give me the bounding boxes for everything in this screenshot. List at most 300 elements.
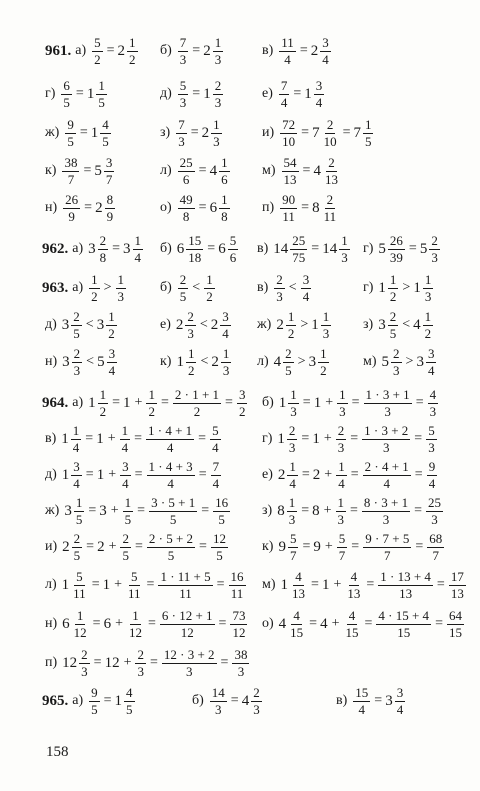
operator: = xyxy=(302,163,311,179)
whole-part: 2 xyxy=(210,316,219,333)
denominator: 15 xyxy=(290,624,304,640)
exercise-item xyxy=(262,532,445,562)
exercise-item xyxy=(160,273,216,303)
whole-part: 6 xyxy=(209,199,218,216)
fraction xyxy=(429,234,440,264)
fraction xyxy=(290,234,307,264)
fraction xyxy=(185,310,196,340)
whole-part: 1 xyxy=(90,124,99,141)
operator: = xyxy=(88,503,97,519)
whole-number: 1 xyxy=(312,430,320,447)
operator: = xyxy=(75,86,84,102)
numerator: 1 xyxy=(124,495,132,510)
fraction xyxy=(428,388,439,418)
numerator: 26 xyxy=(65,192,79,207)
whole-part: 4 xyxy=(209,162,218,179)
fraction xyxy=(287,496,298,526)
numerator: 11 xyxy=(281,35,294,50)
whole-part: 2 xyxy=(203,42,211,59)
numerator: 7 xyxy=(280,78,288,93)
denominator: 2 xyxy=(193,403,201,419)
fraction xyxy=(388,234,405,264)
denominator: 3 xyxy=(288,439,296,455)
numerator: 2 xyxy=(73,309,80,324)
item-label: п) xyxy=(262,200,275,216)
numerator: 1 xyxy=(99,387,107,402)
whole-part: 6 xyxy=(176,240,185,257)
fraction xyxy=(173,388,221,418)
denominator: 4 xyxy=(167,475,174,491)
exercise-item xyxy=(42,273,127,303)
item-label: б) xyxy=(262,395,274,411)
operator: = xyxy=(350,431,359,447)
item-label: б) xyxy=(160,241,172,257)
whole-part: 3 xyxy=(416,353,424,370)
denominator: 4 xyxy=(396,701,404,717)
item-label: г) xyxy=(262,431,273,447)
denominator: 3 xyxy=(253,701,260,717)
denominator: 3 xyxy=(424,288,432,304)
numerator: 5 xyxy=(338,531,346,546)
operator: = xyxy=(301,431,310,447)
operator: < xyxy=(402,317,411,333)
numerator: 1 · 11 + 5 xyxy=(160,569,211,584)
numerator: 1 xyxy=(338,459,345,474)
whole-part: 3 xyxy=(62,353,70,370)
whole-part: 3 xyxy=(385,692,393,709)
numerator: 1 xyxy=(148,387,155,402)
fraction xyxy=(186,347,197,377)
denominator: 4 xyxy=(358,701,366,717)
exercise-item xyxy=(160,79,224,109)
item-label: о) xyxy=(160,200,172,216)
operator: = xyxy=(201,503,210,519)
fraction xyxy=(221,347,232,377)
fraction xyxy=(176,118,187,148)
whole-part: 1 xyxy=(378,279,386,296)
operator: = xyxy=(83,163,92,179)
numerator: 9 xyxy=(428,459,436,474)
denominator: 8 xyxy=(221,208,228,224)
whole-part: 5 xyxy=(381,353,390,370)
item-label: н) xyxy=(45,616,58,632)
numerator: 4 xyxy=(429,387,437,402)
fraction xyxy=(229,570,246,600)
whole-number: 2 xyxy=(312,466,321,483)
denominator: 3 xyxy=(382,511,390,527)
denominator: 3 xyxy=(276,288,283,304)
whole-part: 2 xyxy=(310,42,319,59)
whole-part: 2 xyxy=(117,42,126,59)
fraction xyxy=(232,648,249,678)
denominator: 3 xyxy=(73,362,81,378)
operator: = xyxy=(225,395,233,411)
whole-part: 14 xyxy=(273,240,289,257)
numerator: 1 xyxy=(98,78,105,93)
denominator: 13 xyxy=(399,585,413,601)
item-label: в) xyxy=(257,280,269,296)
item-label: в) xyxy=(262,43,274,59)
fraction xyxy=(213,79,224,109)
whole-part: 4 xyxy=(313,162,321,179)
denominator: 4 xyxy=(322,51,329,67)
fraction xyxy=(135,648,146,678)
exercise-number: 964. xyxy=(42,394,69,411)
numerator: 2 xyxy=(73,531,81,546)
operator: = xyxy=(293,86,302,102)
numerator: 3 xyxy=(122,459,129,474)
denominator: 3 xyxy=(431,511,438,527)
whole-part: 1 xyxy=(304,85,312,102)
denominator: 3 xyxy=(288,511,296,527)
exercise-item xyxy=(160,156,231,186)
denominator: 5 xyxy=(73,547,81,563)
numerator: 12 · 3 + 2 xyxy=(163,647,215,662)
operator: = xyxy=(198,200,207,216)
denominator: 4 xyxy=(315,94,323,110)
denominator: 5 xyxy=(285,362,292,378)
exercise-item xyxy=(262,609,465,639)
whole-part: 1 xyxy=(176,353,184,370)
exercise-item xyxy=(257,310,332,340)
item-label: н) xyxy=(45,200,58,216)
numerator: 3 xyxy=(322,35,329,50)
fraction xyxy=(345,570,362,600)
whole-part: 3 xyxy=(88,240,96,257)
denominator: 5 xyxy=(218,511,225,527)
item-label: а) xyxy=(72,693,84,709)
fraction xyxy=(228,234,239,264)
whole-part: 2 xyxy=(277,466,286,483)
exercise-item xyxy=(363,310,434,340)
denominator: 2 xyxy=(99,403,107,419)
exercise-item xyxy=(262,570,467,600)
numerator: 1 xyxy=(288,495,296,510)
exercise-item xyxy=(42,234,144,264)
denominator: 5 xyxy=(389,325,397,341)
exercise-item xyxy=(262,388,439,418)
denominator: 4 xyxy=(121,439,129,455)
operator: + xyxy=(114,577,122,593)
exercise-item xyxy=(262,496,444,526)
numerator: 3 xyxy=(105,155,113,170)
item-label: а) xyxy=(72,241,84,257)
numerator: 1 xyxy=(290,387,297,402)
whole-part: 9 xyxy=(278,538,286,555)
fraction xyxy=(96,79,107,109)
fraction xyxy=(79,648,90,678)
operator: = xyxy=(218,616,227,632)
numerator: 1 xyxy=(424,309,432,324)
exercise-item xyxy=(45,79,108,109)
whole-part: 2 xyxy=(95,199,103,216)
operator: > xyxy=(300,317,309,333)
fraction xyxy=(220,310,231,340)
numerator: 2 xyxy=(431,233,438,248)
fraction xyxy=(353,686,370,716)
fraction xyxy=(282,156,299,186)
numerator: 2 xyxy=(99,233,107,248)
item-label: л) xyxy=(160,163,172,179)
fraction xyxy=(426,496,443,526)
whole-part: 1 xyxy=(114,692,123,709)
item-label: г) xyxy=(363,241,374,257)
denominator: 15 xyxy=(397,624,411,640)
operator: = xyxy=(146,577,155,593)
whole-number: 1 xyxy=(313,394,322,411)
operator: = xyxy=(408,241,417,257)
denominator: 11 xyxy=(323,208,337,224)
denominator: 3 xyxy=(429,403,437,419)
fraction xyxy=(339,234,350,264)
denominator: 2 xyxy=(108,325,115,341)
denominator: 3 xyxy=(179,94,187,110)
operator: + xyxy=(110,503,119,519)
numerator: 38 xyxy=(234,647,248,662)
numerator: 12 xyxy=(212,531,226,546)
whole-part: 1 xyxy=(280,576,289,593)
exercise-item xyxy=(262,118,374,148)
operator: + xyxy=(333,577,342,593)
denominator: 12 xyxy=(73,624,87,640)
denominator: 2 xyxy=(424,325,432,341)
fraction xyxy=(211,460,222,490)
exercise-item xyxy=(192,686,263,716)
numerator: 26 xyxy=(389,233,403,248)
denominator: 3 xyxy=(213,133,220,149)
fraction xyxy=(286,310,297,340)
fraction xyxy=(98,234,109,264)
exercise-item xyxy=(257,234,351,264)
numerator: 1 xyxy=(76,608,84,623)
item-label: н) xyxy=(45,354,58,370)
exercise-item xyxy=(160,310,232,340)
item-label: м) xyxy=(262,577,276,593)
item-label: в) xyxy=(257,241,269,257)
fraction xyxy=(320,36,331,66)
denominator: 5 xyxy=(98,94,105,110)
fraction xyxy=(423,273,434,303)
whole-part: 1 xyxy=(311,316,319,333)
denominator: 2 xyxy=(238,403,246,419)
operator: = xyxy=(311,577,319,593)
numerator: 4 xyxy=(102,117,109,132)
fraction xyxy=(363,460,411,490)
numerator: 9 · 7 + 5 xyxy=(365,531,410,546)
fraction xyxy=(210,686,227,716)
numerator: 1 xyxy=(121,423,129,438)
denominator: 4 xyxy=(73,475,80,491)
denominator: 4 xyxy=(108,362,116,378)
fraction xyxy=(362,424,410,454)
item-label: л) xyxy=(45,577,57,593)
item-label: б) xyxy=(192,693,204,709)
denominator: 4 xyxy=(72,439,80,455)
fraction xyxy=(105,193,116,223)
numerator: 4 xyxy=(348,608,356,623)
numerator: 1 xyxy=(187,346,195,361)
fraction xyxy=(288,532,299,562)
numerator: 25 xyxy=(292,233,306,248)
denominator: 11 xyxy=(73,585,86,601)
numerator: 1 xyxy=(424,272,432,287)
fraction xyxy=(427,532,444,562)
operator: = xyxy=(198,467,207,483)
denominator: 11 xyxy=(128,585,141,601)
fraction xyxy=(318,347,329,377)
numerator: 1 xyxy=(129,35,136,50)
whole-part: 3 xyxy=(61,316,70,333)
operator: = xyxy=(301,503,310,519)
item-label: о) xyxy=(262,616,274,632)
exercise-item xyxy=(45,570,247,600)
fraction xyxy=(106,310,117,340)
denominator: 15 xyxy=(448,624,462,640)
operator: + xyxy=(324,539,333,555)
fraction xyxy=(71,460,82,490)
whole-part: 2 xyxy=(211,353,219,370)
denominator: 9 xyxy=(106,208,114,224)
operator: = xyxy=(85,431,94,447)
whole-number: 1 xyxy=(123,394,131,411)
numerator: 2 xyxy=(337,423,345,438)
exercise-item xyxy=(363,347,437,377)
exercise-item xyxy=(160,118,223,148)
denominator: 4 xyxy=(338,475,345,491)
numerator: 5 xyxy=(428,423,435,438)
denominator: 18 xyxy=(188,249,202,265)
numerator: 2 xyxy=(276,272,283,287)
item-label: д) xyxy=(45,317,57,333)
numerator: 9 xyxy=(67,117,74,132)
item-label: м) xyxy=(262,163,276,179)
denominator: 4 xyxy=(289,475,296,491)
denominator: 4 xyxy=(166,439,174,455)
fraction xyxy=(378,570,433,600)
numerator: 4 xyxy=(126,685,133,700)
numerator: 1 · 4 + 3 xyxy=(148,459,193,474)
operator: = xyxy=(84,200,93,216)
operator: = xyxy=(106,43,115,59)
numerator: 3 xyxy=(396,685,404,700)
numerator: 2 xyxy=(326,192,334,207)
denominator: 2 xyxy=(187,362,195,378)
numerator: 2 · 4 + 1 xyxy=(364,459,409,474)
exercise-item xyxy=(363,273,434,303)
numerator: 1 xyxy=(108,309,115,324)
numerator: 2 xyxy=(328,155,335,170)
fraction xyxy=(364,388,412,418)
operator: < xyxy=(86,354,95,370)
numerator: 3 xyxy=(427,346,435,361)
fraction xyxy=(123,496,134,526)
operator: = xyxy=(134,431,142,447)
fraction xyxy=(280,118,297,148)
exercise-item xyxy=(336,686,406,716)
operator: = xyxy=(192,43,201,59)
numerator: 3 xyxy=(108,346,116,361)
numerator: 2 · 5 + 2 xyxy=(148,531,194,546)
whole-number: 4 xyxy=(320,615,328,632)
operator: = xyxy=(85,467,94,483)
numerator: 6 xyxy=(63,78,70,93)
numerator: 1 xyxy=(117,272,125,287)
denominator: 2 xyxy=(129,51,136,67)
denominator: 2 xyxy=(287,325,295,341)
numerator: 1 xyxy=(222,346,230,361)
denominator: 3 xyxy=(215,701,222,717)
operator: = xyxy=(112,241,121,257)
whole-part: 5 xyxy=(97,353,105,370)
fraction xyxy=(178,156,195,186)
numerator: 5 xyxy=(131,569,138,584)
fraction xyxy=(283,347,294,377)
item-label: м) xyxy=(363,354,377,370)
item-label: г) xyxy=(45,86,56,102)
denominator: 3 xyxy=(137,663,144,679)
item-label: е) xyxy=(160,317,171,333)
fraction xyxy=(213,496,230,526)
fraction xyxy=(120,460,131,490)
numerator: 1 xyxy=(134,233,142,248)
operator: = xyxy=(435,616,443,632)
denominator: 3 xyxy=(179,51,187,67)
denominator: 4 xyxy=(212,439,219,455)
fraction xyxy=(72,347,83,377)
numerator: 54 xyxy=(283,155,297,170)
denominator: 5 xyxy=(73,325,80,341)
operator: = xyxy=(134,467,143,483)
operator: = xyxy=(220,655,229,671)
operator: = xyxy=(86,539,95,555)
numerator: 5 xyxy=(212,423,219,438)
operator: = xyxy=(351,539,360,555)
fraction xyxy=(146,388,157,418)
numerator: 72 xyxy=(282,117,296,132)
operator: > xyxy=(402,280,411,296)
numerator: 2 xyxy=(285,346,292,361)
exercise-item xyxy=(262,156,341,186)
operator: + xyxy=(323,503,332,519)
operator: = xyxy=(92,616,101,632)
numerator: 2 · 1 + 1 xyxy=(174,387,220,402)
numerator: 15 xyxy=(355,685,369,700)
numerator: 2 xyxy=(253,685,260,700)
fraction xyxy=(301,273,312,303)
whole-part: 1 xyxy=(61,430,69,447)
fraction xyxy=(146,424,194,454)
whole-part: 8 xyxy=(312,199,320,216)
item-label: к) xyxy=(45,163,57,179)
fraction xyxy=(104,156,115,186)
operator: = xyxy=(364,616,373,632)
operator: = xyxy=(415,539,424,555)
page-number: 158 xyxy=(46,744,69,760)
denominator: 4 xyxy=(134,249,142,265)
whole-part: 7 xyxy=(312,124,320,141)
operator: = xyxy=(192,86,201,102)
numerator: 7 xyxy=(178,117,185,132)
fraction xyxy=(149,496,197,526)
numerator: 4 xyxy=(295,569,302,584)
fraction xyxy=(71,310,82,340)
operator: = xyxy=(309,616,318,632)
fraction xyxy=(391,347,402,377)
exercise-item xyxy=(262,424,438,454)
item-label: п) xyxy=(45,655,58,671)
fraction xyxy=(147,460,195,490)
item-label: з) xyxy=(363,317,374,333)
